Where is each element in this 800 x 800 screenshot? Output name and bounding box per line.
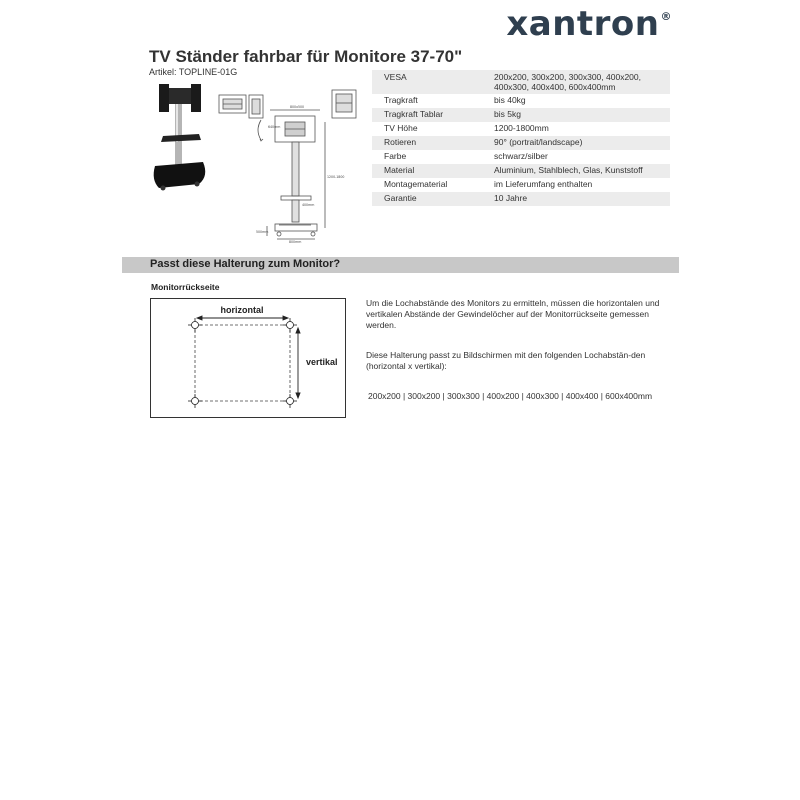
spec-value: schwarz/silber	[494, 151, 548, 161]
section-heading: Passt diese Halterung zum Monitor?	[150, 258, 341, 270]
spec-label: VESA	[372, 70, 490, 94]
spec-table	[372, 70, 670, 206]
spec-value: 1200-1800mm	[494, 123, 549, 133]
spec-value: 10 Jahre	[490, 192, 670, 206]
drawing-label-shelf: 400mm	[302, 203, 315, 207]
monitor-back-heading: Monitorrückseite	[151, 282, 220, 292]
spec-label: Rotieren	[372, 136, 490, 150]
table-row	[372, 122, 670, 136]
bracket-views	[219, 90, 356, 118]
spec-value: bis 40kg	[494, 95, 526, 105]
drawing-label-range: 1200-1800	[327, 175, 345, 179]
horizontal-label: horizontal	[220, 305, 264, 315]
drawing-label-base-width: 800mm	[289, 240, 302, 243]
product-images	[149, 78, 369, 243]
drawing-label-base-depth: 500mm	[256, 230, 269, 234]
compatible-vesa-list: 200x200 | 300x200 | 300x300 | 400x200 | 400x300 | 400x400 | 600x400mm	[368, 391, 653, 401]
spec-value: bis 5kg	[490, 108, 670, 122]
vertical-label: vertikal	[306, 357, 338, 367]
drawing-label-height: 640mm	[268, 125, 281, 129]
table-row	[372, 192, 670, 206]
spec-label: Tragkraft Tablar	[372, 108, 490, 122]
article-number: Artikel: TOPLINE-01G	[149, 67, 238, 77]
table-row	[372, 178, 670, 192]
spec-label: Farbe	[384, 151, 407, 161]
drawing-label-width: 800x500	[290, 105, 305, 109]
brand-logo	[506, 4, 672, 44]
brand-logo-text: xantron	[506, 4, 660, 44]
table-row	[372, 136, 670, 150]
vesa-diagram	[150, 298, 346, 418]
product-title: TV Ständer fahrbar für Monitore 37-70"	[149, 47, 463, 66]
spec-label: TV Höhe	[384, 123, 418, 133]
table-row	[372, 70, 670, 94]
section-heading-bar	[122, 257, 679, 273]
table-row	[372, 94, 670, 108]
table-row	[372, 150, 670, 164]
spec-value: Aluminium, Stahlblech, Glas, Kunststoff	[490, 164, 670, 178]
product-photo	[154, 84, 206, 191]
technical-drawing	[258, 110, 325, 239]
table-row	[372, 164, 670, 178]
spec-value: im Lieferumfang enthalten	[494, 179, 593, 189]
compatibility-intro: Diese Halterung passt zu Bildschirmen mit den folgenden Lochabstän-den (horizontal x vertikal):	[366, 350, 646, 371]
measure-instructions: Um die Lochabstände des Monitors zu ermitteln, müssen die horizontalen und vertikalen Abstände der Gewindelöcher auf der Monitorrückseite gemessen werden.	[366, 298, 660, 330]
spec-value: 90° (portrait/landscape)	[490, 136, 670, 150]
spec-value: 200x200, 300x200, 300x300, 400x200, 400x300, 400x400, 600x400mm	[490, 70, 670, 94]
spec-label: Garantie	[372, 192, 490, 206]
spec-label: Tragkraft	[384, 95, 418, 105]
registered-mark: ®	[660, 10, 672, 23]
spec-label: Montagematerial	[384, 179, 448, 189]
table-row	[372, 108, 670, 122]
spec-label: Material	[372, 164, 490, 178]
